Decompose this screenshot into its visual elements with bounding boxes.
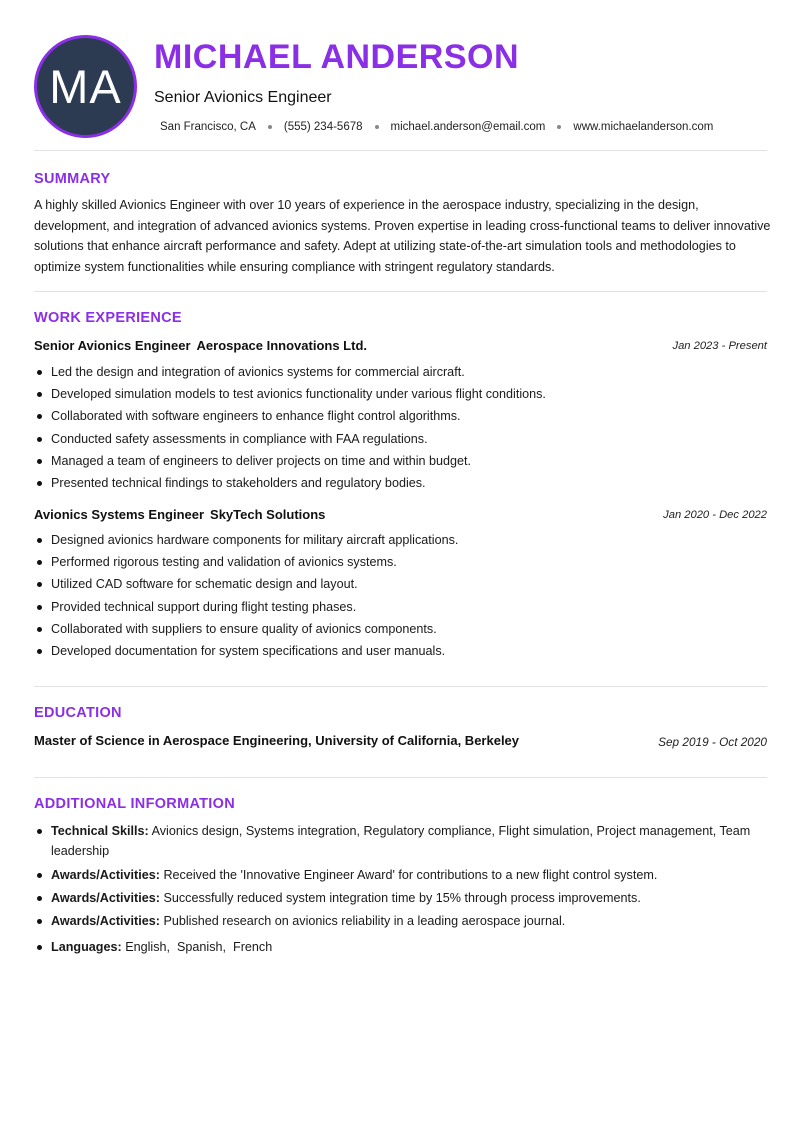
summary-text: A highly skilled Avionics Engineer with over 10 years of experience in the aerospace industry, specializing in the design, development, and integration of advanced avionics systems. Proven expertise in leading cross-functional teams to deliver innovative solutions that enhance aircraft performance and safety. Adept at utilizing state-of-the-art simulation tools and methodologies to optimize system functionalities while ensuring compliance with stringent regulatory standards. [34, 198, 771, 274]
job-company: SkyTech Solutions [210, 507, 326, 522]
education-heading: EDUCATION [34, 705, 122, 721]
separator-dot [557, 125, 561, 129]
list-item: Presented technical findings to stakeholders and regulatory bodies. [34, 474, 767, 496]
list-item [34, 889, 767, 909]
job-role-line [34, 507, 325, 522]
divider [34, 777, 767, 778]
list-item: Conducted safety assessments in compliance with FAA regulations. [34, 430, 767, 452]
contact-location: San Francisco, CA [160, 121, 256, 133]
item-label: Languages: [51, 939, 122, 954]
item-label: Awards/Activities: [51, 868, 160, 882]
contact-line [160, 121, 713, 133]
item-text: English, Spanish, French [125, 939, 273, 954]
avatar [34, 35, 137, 138]
summary-heading: SUMMARY [34, 171, 111, 187]
list-item: Led the design and integration of avionics systems for commercial aircraft. [34, 363, 767, 385]
avatar-initials: MA [49, 60, 122, 113]
work-experience-heading: WORK EXPERIENCE [34, 310, 182, 326]
list-item [34, 938, 767, 958]
additional-info-heading: ADDITIONAL INFORMATION [34, 796, 235, 812]
list-item [34, 822, 767, 861]
job-role: Avionics Systems Engineer [34, 507, 205, 522]
job-bullet-list [34, 363, 767, 496]
divider [34, 686, 767, 687]
item-label: Technical Skills: [51, 824, 149, 838]
item-text: Received the 'Innovative Engineer Award' for contributions to a new flight control system. [163, 868, 658, 882]
education-dates: Sep 2019 - Oct 2020 [658, 735, 767, 749]
job-role: Senior Avionics Engineer [34, 338, 191, 353]
job-role-line [34, 338, 367, 353]
list-item: Collaborated with suppliers to ensure quality of avionics components. [34, 620, 767, 642]
list-item: Managed a team of engineers to deliver projects on time and within budget. [34, 452, 767, 474]
list-item [34, 866, 767, 886]
list-item: Provided technical support during flight testing phases. [34, 598, 767, 620]
list-item: Collaborated with software engineers to enhance flight control algorithms. [34, 407, 767, 429]
education-entry [34, 733, 767, 751]
separator-dot [375, 125, 379, 129]
item-label: Awards/Activities: [51, 891, 160, 905]
separator-dot [268, 125, 272, 129]
item-text: Published research on avionics reliability in a leading aerospace journal. [163, 914, 566, 928]
contact-email: michael.anderson@email.com [390, 121, 546, 133]
job-dates: Jan 2023 - Present [672, 340, 767, 352]
job-company: Aerospace Innovations Ltd. [196, 338, 368, 353]
candidate-name: MICHAEL ANDERSON [154, 38, 520, 76]
contact-website: www.michaelanderson.com [573, 121, 714, 133]
resume-header [0, 0, 800, 150]
contact-phone: (555) 234-5678 [283, 121, 363, 133]
additional-info-list [34, 822, 767, 957]
job-header [34, 507, 767, 525]
item-text: Avionics design, Systems integration, Regulatory compliance, Flight simulation, Project management, Team leadership [51, 824, 751, 858]
list-item: Developed documentation for system specifications and user manuals. [34, 642, 767, 664]
job-title: Senior Avionics Engineer [154, 89, 332, 106]
item-text: Successfully reduced system integration time by 15% through process improvements. [163, 891, 641, 905]
item-label: Awards/Activities: [51, 914, 160, 928]
list-item: Designed avionics hardware components for military aircraft applications. [34, 531, 767, 553]
divider [34, 150, 767, 151]
education-degree: Master of Science in Aerospace Engineering, University of California, Berkeley [34, 733, 520, 748]
job-dates: Jan 2020 - Dec 2022 [663, 509, 767, 521]
job-header [34, 338, 767, 356]
list-item: Developed simulation models to test avionics functionality under various flight conditions. [34, 385, 767, 407]
job-bullet-list [34, 531, 767, 664]
list-item: Performed rigorous testing and validation of avionics systems. [34, 553, 767, 575]
divider [34, 291, 767, 292]
list-item [34, 912, 767, 932]
list-item: Utilized CAD software for schematic design and layout. [34, 575, 767, 597]
